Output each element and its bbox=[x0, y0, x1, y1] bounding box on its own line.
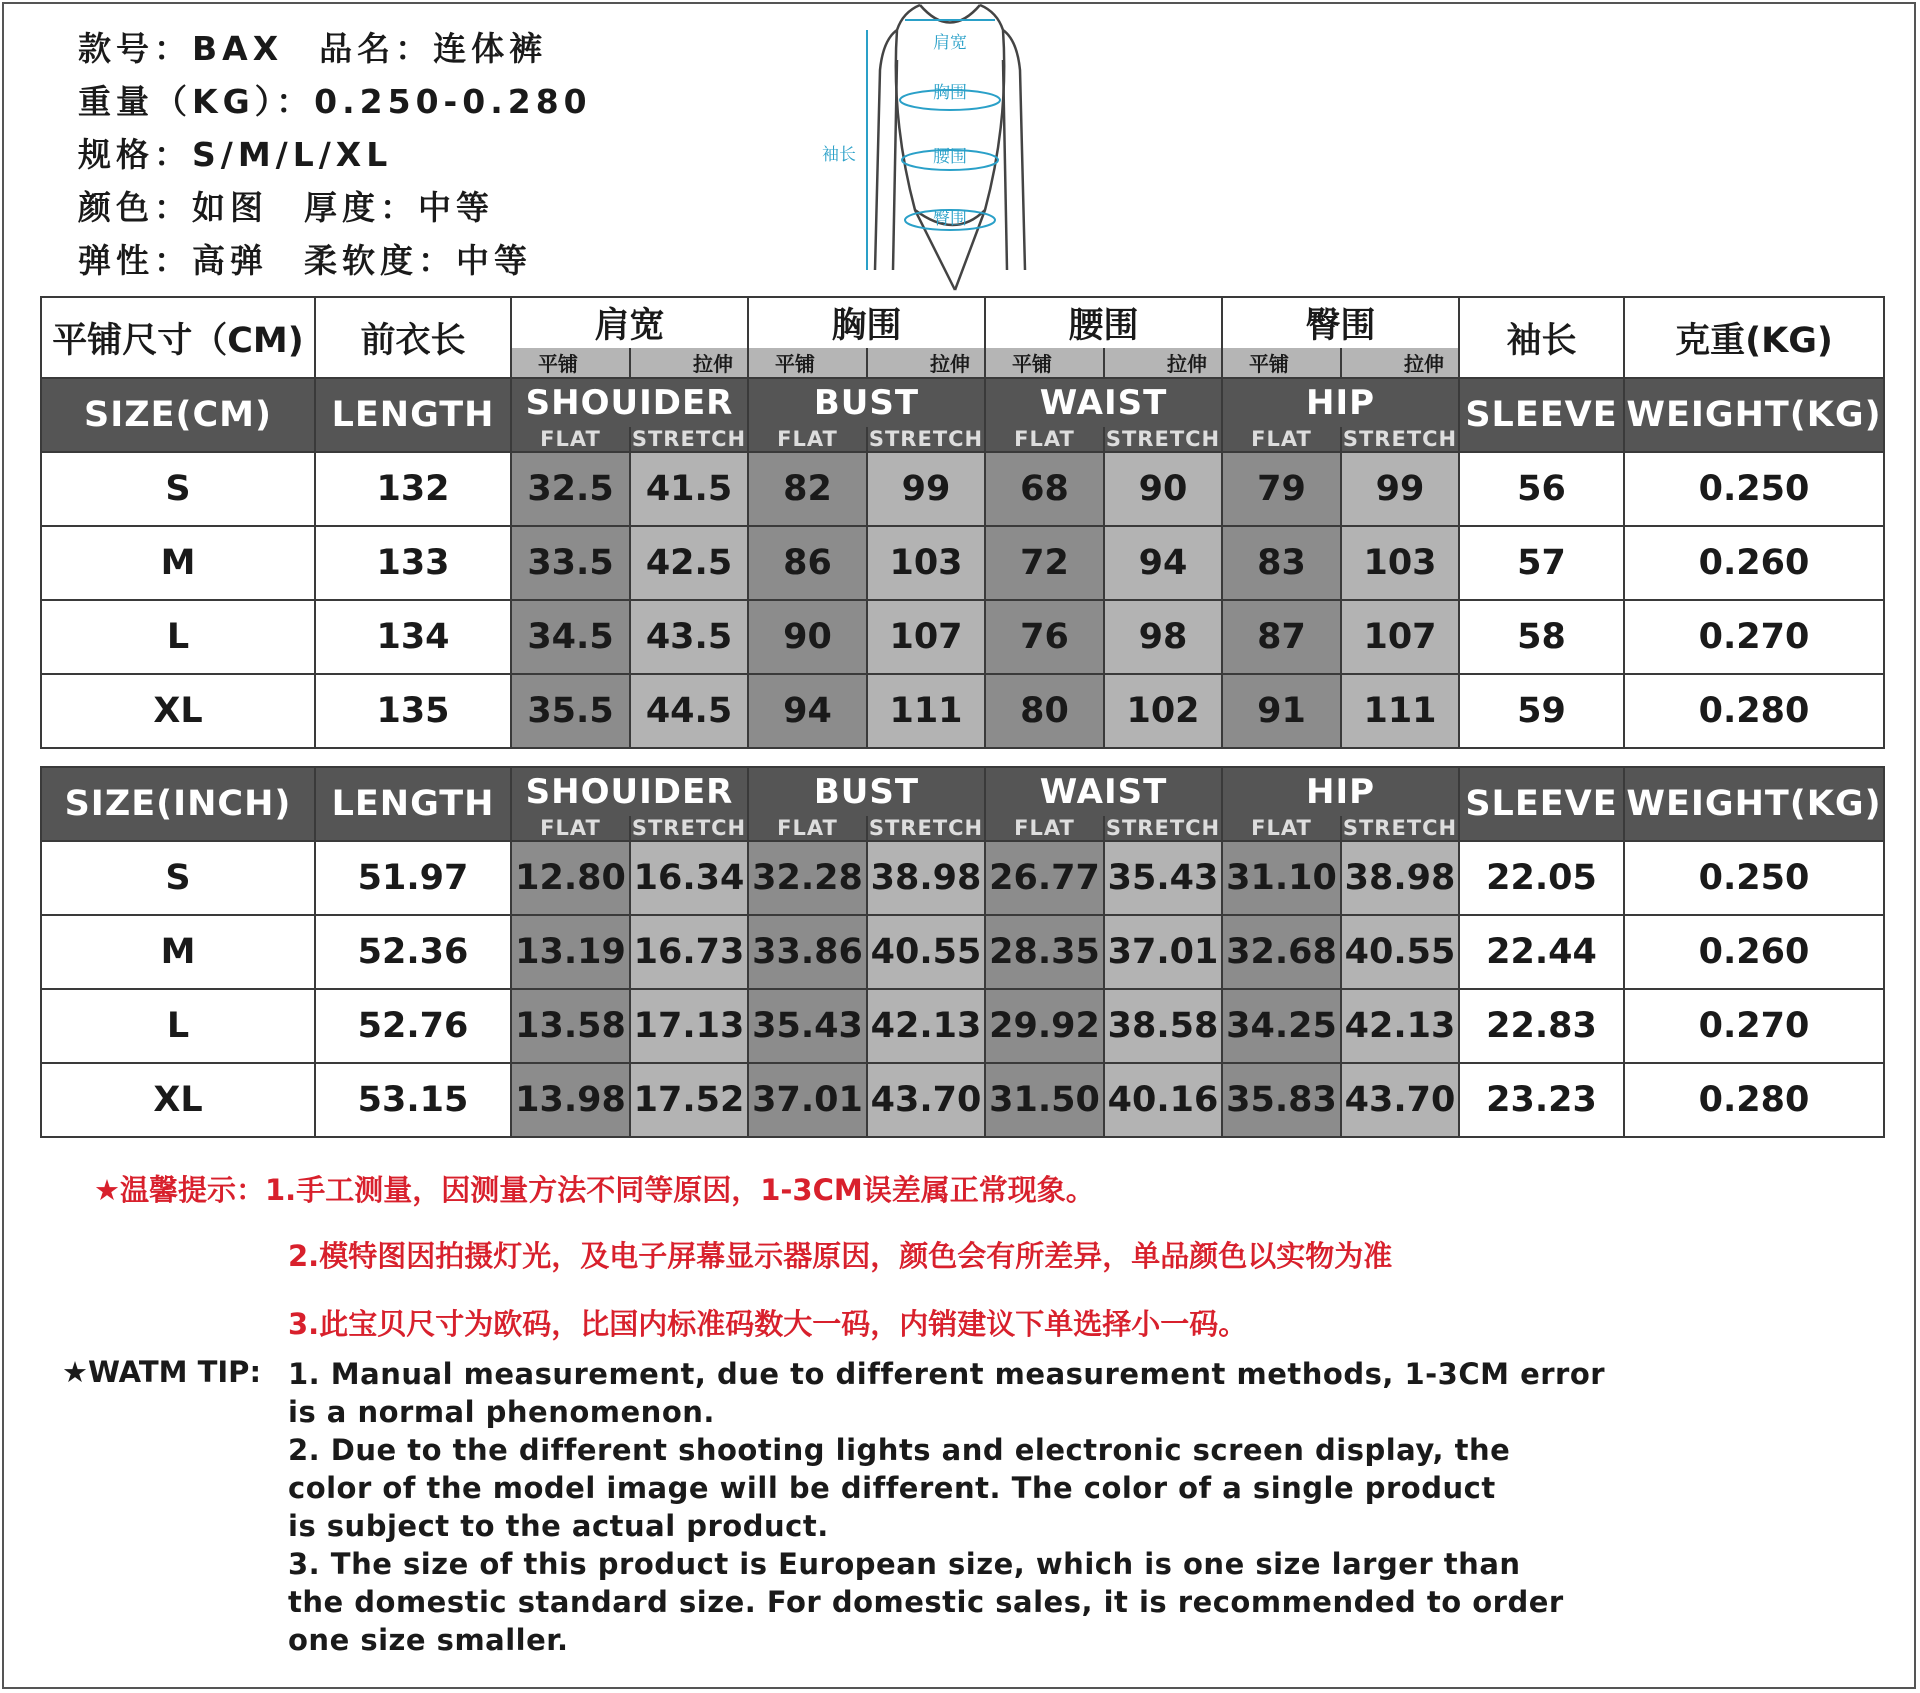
table-cell: 17.52 bbox=[630, 1063, 748, 1137]
product-info bbox=[78, 22, 592, 287]
table-cell: 83 bbox=[1222, 526, 1341, 600]
table-cell: 133 bbox=[315, 526, 511, 600]
figure-label-sleeve: 袖长 bbox=[822, 145, 856, 165]
inch-sub-flat: FLAT bbox=[985, 816, 1104, 841]
table-cell: 12.80 bbox=[511, 841, 630, 915]
en-header-length: LENGTH bbox=[315, 378, 511, 452]
table-cell: 76 bbox=[985, 600, 1104, 674]
table-cell: 34.5 bbox=[511, 600, 630, 674]
tip-en-line: 1. Manual measurement, due to different measurement methods, 1-3CM error bbox=[288, 1357, 1606, 1391]
table-cell: 17.13 bbox=[630, 989, 748, 1063]
table-cell: 29.92 bbox=[985, 989, 1104, 1063]
table-cell: 99 bbox=[1341, 452, 1459, 526]
tip-en-line: one size smaller. bbox=[288, 1623, 569, 1657]
en-sub-stretch: STRETCH bbox=[1342, 427, 1458, 451]
table-cell: 33.86 bbox=[748, 915, 867, 989]
en-header-sleeve: SLEEVE bbox=[1459, 378, 1624, 452]
en-header-row bbox=[41, 378, 1884, 427]
en-sub-flat: FLAT bbox=[748, 427, 867, 452]
table-cell: 53.15 bbox=[315, 1063, 511, 1137]
size-table-cm bbox=[40, 296, 1885, 749]
table-row bbox=[41, 600, 1884, 674]
table-cell: 111 bbox=[1341, 674, 1459, 748]
table-cell: 35.83 bbox=[1222, 1063, 1341, 1137]
cm-table-body bbox=[41, 452, 1884, 748]
tip-en-line: 2. Due to the different shooting lights and electronic screen display, the bbox=[288, 1433, 1511, 1467]
cn-sub-flat: 平铺 bbox=[748, 348, 867, 378]
table-cell: 58 bbox=[1459, 600, 1624, 674]
cn-sub-stretch: 拉伸 bbox=[1341, 348, 1459, 378]
table-cell: 91 bbox=[1222, 674, 1341, 748]
en-sub-flat: FLAT bbox=[985, 427, 1104, 452]
size-cell: M bbox=[41, 526, 315, 600]
table-cell: 82 bbox=[748, 452, 867, 526]
tip-cn-3: 3.此宝贝尺寸为欧码，比国内标准码数大一码，内销建议下单选择小一码。 bbox=[288, 1307, 1248, 1341]
inch-sub-stretch: STRETCH bbox=[631, 816, 747, 840]
thickness-spec: 厚度：中等 bbox=[304, 188, 494, 227]
table-cell: 103 bbox=[1341, 526, 1459, 600]
table-cell: 52.76 bbox=[315, 989, 511, 1063]
table-cell: 38.98 bbox=[1341, 841, 1459, 915]
table-cell: 43.70 bbox=[867, 1063, 985, 1137]
table-cell: 32.68 bbox=[1222, 915, 1341, 989]
table-cell: 94 bbox=[1104, 526, 1222, 600]
table-cell: 42.5 bbox=[630, 526, 748, 600]
inch-header-length: LENGTH bbox=[315, 767, 511, 841]
en-header-hip: HIP bbox=[1222, 378, 1459, 427]
table-cell: 43.5 bbox=[630, 600, 748, 674]
table-cell: 102 bbox=[1104, 674, 1222, 748]
table-cell: 94 bbox=[748, 674, 867, 748]
cn-header-weight: 克重(KG) bbox=[1624, 297, 1884, 378]
info-line-size bbox=[78, 128, 592, 181]
cn-sub-flat: 平铺 bbox=[511, 348, 630, 378]
size-cell: L bbox=[41, 600, 315, 674]
table-cell: 35.5 bbox=[511, 674, 630, 748]
table-row bbox=[41, 915, 1884, 989]
en-sub-flat: FLAT bbox=[1222, 427, 1341, 452]
tip-en-line: 3. The size of this product is European size, which is one size larger than bbox=[288, 1547, 1521, 1581]
table-cell: 107 bbox=[1341, 600, 1459, 674]
left-sleeve-inner bbox=[893, 60, 897, 270]
table-row bbox=[41, 526, 1884, 600]
table-cell: 40.55 bbox=[867, 915, 985, 989]
tip-en-item-3 bbox=[288, 1545, 1605, 1659]
table-cell: 26.77 bbox=[985, 841, 1104, 915]
table-cell: 28.35 bbox=[985, 915, 1104, 989]
table-cell: 79 bbox=[1222, 452, 1341, 526]
en-header-bust: BUST bbox=[748, 378, 985, 427]
table-cell: 33.5 bbox=[511, 526, 630, 600]
table-cell: 0.250 bbox=[1624, 841, 1884, 915]
cn-header-hip: 臀围 bbox=[1222, 297, 1459, 348]
table-cell: 107 bbox=[867, 600, 985, 674]
cn-header-sleeve: 袖长 bbox=[1459, 297, 1624, 378]
table-cell: 134 bbox=[315, 600, 511, 674]
inch-header-hip: HIP bbox=[1222, 767, 1459, 816]
table-cell: 22.44 bbox=[1459, 915, 1624, 989]
en-sub-stretch: STRETCH bbox=[1105, 427, 1221, 451]
table-cell: 0.270 bbox=[1624, 600, 1884, 674]
table-cell: 42.13 bbox=[1341, 989, 1459, 1063]
cn-sub-flat: 平铺 bbox=[1222, 348, 1341, 378]
table-cell: 40.55 bbox=[1341, 915, 1459, 989]
en-header-shoulder: SHOUIDER bbox=[511, 378, 748, 427]
table-cell: 40.16 bbox=[1104, 1063, 1222, 1137]
size-table-inch bbox=[40, 766, 1885, 1138]
table-cell: 31.50 bbox=[985, 1063, 1104, 1137]
table-cell: 41.5 bbox=[630, 452, 748, 526]
cn-header-bust: 胸围 bbox=[748, 297, 985, 348]
figure-label-hip: 臀围 bbox=[933, 209, 967, 229]
table-row bbox=[41, 841, 1884, 915]
table-cell: 87 bbox=[1222, 600, 1341, 674]
table-cell: 32.5 bbox=[511, 452, 630, 526]
inch-header-waist: WAIST bbox=[985, 767, 1222, 816]
tip-en-line: is subject to the actual product. bbox=[288, 1509, 829, 1543]
table-cell: 0.280 bbox=[1624, 1063, 1884, 1137]
table-cell: 0.270 bbox=[1624, 989, 1884, 1063]
cn-sub-flat: 平铺 bbox=[985, 348, 1104, 378]
size-cell: XL bbox=[41, 674, 315, 748]
info-line-color bbox=[78, 181, 592, 234]
size-cell: S bbox=[41, 452, 315, 526]
table-cell: 68 bbox=[985, 452, 1104, 526]
table-cell: 98 bbox=[1104, 600, 1222, 674]
inch-sub-stretch: STRETCH bbox=[1342, 816, 1458, 840]
table-cell: 42.13 bbox=[867, 989, 985, 1063]
en-header-waist: WAIST bbox=[985, 378, 1222, 427]
table-row bbox=[41, 674, 1884, 748]
table-cell: 0.280 bbox=[1624, 674, 1884, 748]
table-cell: 13.98 bbox=[511, 1063, 630, 1137]
table-cell: 43.70 bbox=[1341, 1063, 1459, 1137]
table-cell: 31.10 bbox=[1222, 841, 1341, 915]
color-spec: 颜色：如图 bbox=[78, 188, 268, 227]
elastic-spec: 弹性：高弹 bbox=[78, 241, 268, 280]
table-row bbox=[41, 989, 1884, 1063]
table-row bbox=[41, 1063, 1884, 1137]
table-cell: 132 bbox=[315, 452, 511, 526]
table-cell: 44.5 bbox=[630, 674, 748, 748]
table-cell: 72 bbox=[985, 526, 1104, 600]
cn-header-size: 平铺尺寸（CM) bbox=[41, 297, 315, 378]
tip-en-list bbox=[288, 1355, 1605, 1659]
en-header-weight: WEIGHT(KG) bbox=[1624, 378, 1884, 452]
right-sleeve-inner bbox=[1003, 60, 1007, 270]
en-sub-stretch: STRETCH bbox=[868, 427, 984, 451]
table-cell: 13.19 bbox=[511, 915, 630, 989]
inch-header-shoulder: SHOUIDER bbox=[511, 767, 748, 816]
bodysuit-measurement-figure bbox=[805, 0, 1095, 295]
inch-header-row bbox=[41, 767, 1884, 816]
softness-spec: 柔软度：中等 bbox=[304, 241, 532, 280]
table-cell: 90 bbox=[1104, 452, 1222, 526]
size-cell: L bbox=[41, 989, 315, 1063]
cn-header-waist: 腰围 bbox=[985, 297, 1222, 348]
table-cell: 32.28 bbox=[748, 841, 867, 915]
table-cell: 86 bbox=[748, 526, 867, 600]
inch-sub-flat: FLAT bbox=[1222, 816, 1341, 841]
inch-sub-stretch: STRETCH bbox=[868, 816, 984, 840]
inch-header-sleeve: SLEEVE bbox=[1459, 767, 1624, 841]
tip-en-item-2 bbox=[288, 1431, 1605, 1545]
cn-header-shoulder: 肩宽 bbox=[511, 297, 748, 348]
table-cell: 56 bbox=[1459, 452, 1624, 526]
table-cell: 51.97 bbox=[315, 841, 511, 915]
weight-range: 重量（KG）：0.250-0.280 bbox=[78, 82, 592, 121]
style-number: 款号：BAX bbox=[78, 29, 284, 68]
inch-sub-stretch: STRETCH bbox=[1105, 816, 1221, 840]
table-cell: 0.250 bbox=[1624, 452, 1884, 526]
table-row bbox=[41, 452, 1884, 526]
table-cell: 22.05 bbox=[1459, 841, 1624, 915]
info-line-style bbox=[78, 22, 592, 75]
cn-header-row bbox=[41, 297, 1884, 348]
size-cell: XL bbox=[41, 1063, 315, 1137]
cn-sub-stretch: 拉伸 bbox=[630, 348, 748, 378]
en-sub-flat: FLAT bbox=[511, 427, 630, 452]
info-line-weight bbox=[78, 75, 592, 128]
table-cell: 103 bbox=[867, 526, 985, 600]
table-cell: 34.25 bbox=[1222, 989, 1341, 1063]
table-cell: 16.73 bbox=[630, 915, 748, 989]
en-header-size: SIZE(CM) bbox=[41, 378, 315, 452]
cn-header-length: 前衣长 bbox=[315, 297, 511, 378]
inch-header-bust: BUST bbox=[748, 767, 985, 816]
table-cell: 37.01 bbox=[1104, 915, 1222, 989]
table-cell: 23.23 bbox=[1459, 1063, 1624, 1137]
en-sub-stretch: STRETCH bbox=[631, 427, 747, 451]
tip-en-item-1 bbox=[288, 1355, 1605, 1431]
figure-label-chest: 胸围 bbox=[933, 83, 967, 103]
size-spec: 规格：S/M/L/XL bbox=[78, 135, 393, 174]
table-cell: 13.58 bbox=[511, 989, 630, 1063]
table-cell: 80 bbox=[985, 674, 1104, 748]
info-line-elastic bbox=[78, 234, 592, 287]
size-cell: S bbox=[41, 841, 315, 915]
table-cell: 59 bbox=[1459, 674, 1624, 748]
table-cell: 16.34 bbox=[630, 841, 748, 915]
table-cell: 37.01 bbox=[748, 1063, 867, 1137]
inch-sub-flat: FLAT bbox=[748, 816, 867, 841]
table-cell: 35.43 bbox=[1104, 841, 1222, 915]
inch-header-weight: WEIGHT(KG) bbox=[1624, 767, 1884, 841]
table-cell: 111 bbox=[867, 674, 985, 748]
table-cell: 90 bbox=[748, 600, 867, 674]
figure-label-shoulder: 肩宽 bbox=[933, 33, 967, 53]
table-cell: 22.83 bbox=[1459, 989, 1624, 1063]
product-name: 品名：连体裤 bbox=[319, 29, 548, 68]
inch-sub-flat: FLAT bbox=[511, 816, 630, 841]
tip-en-line: is a normal phenomenon. bbox=[288, 1395, 715, 1429]
inch-table-body bbox=[41, 841, 1884, 1137]
table-cell: 57 bbox=[1459, 526, 1624, 600]
size-cell: M bbox=[41, 915, 315, 989]
tip-cn-2: 2.模特图因拍摄灯光，及电子屏幕显示器原因，颜色会有所差异，单品颜色以实物为准 bbox=[288, 1239, 1393, 1273]
tip-en-label: ★WATM TIP: bbox=[62, 1355, 262, 1389]
table-cell: 0.260 bbox=[1624, 526, 1884, 600]
figure-label-waist: 腰围 bbox=[933, 147, 967, 167]
table-cell: 35.43 bbox=[748, 989, 867, 1063]
table-cell: 52.36 bbox=[315, 915, 511, 989]
table-cell: 38.58 bbox=[1104, 989, 1222, 1063]
table-cell: 38.98 bbox=[867, 841, 985, 915]
cn-sub-stretch: 拉伸 bbox=[867, 348, 985, 378]
table-cell: 99 bbox=[867, 452, 985, 526]
table-cell: 135 bbox=[315, 674, 511, 748]
cn-sub-stretch: 拉伸 bbox=[1104, 348, 1222, 378]
inch-header-size: SIZE(INCH) bbox=[41, 767, 315, 841]
tip-cn-1: ★温馨提示：1.手工测量，因测量方法不同等原因，1-3CM误差属正常现象。 bbox=[94, 1173, 1095, 1207]
tip-en-line: color of the model image will be different. The color of a single product bbox=[288, 1471, 1496, 1505]
tip-en-line: the domestic standard size. For domestic sales, it is recommended to order bbox=[288, 1585, 1564, 1619]
table-cell: 0.260 bbox=[1624, 915, 1884, 989]
